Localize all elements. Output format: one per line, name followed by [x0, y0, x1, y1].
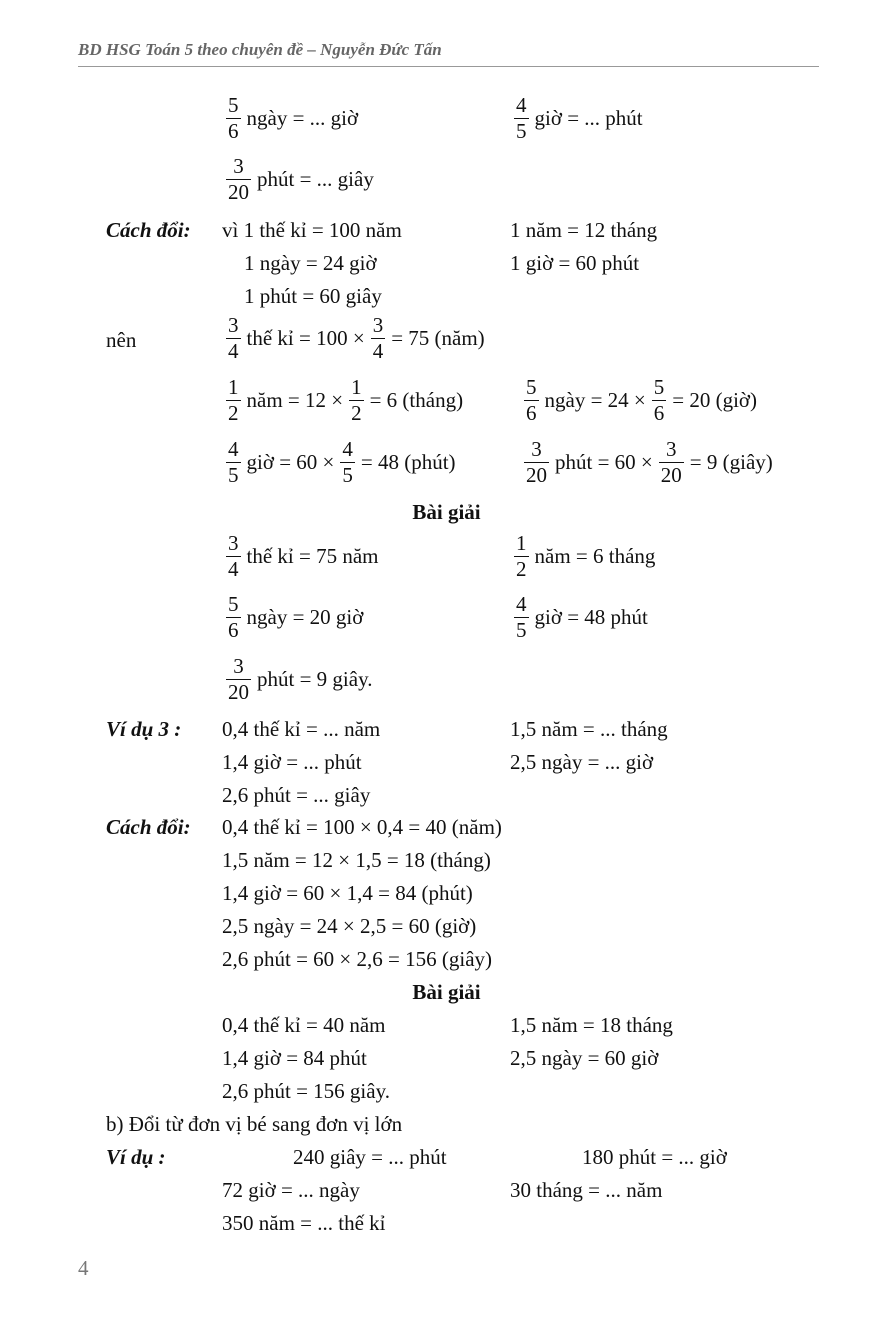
fraction: $\frac{1}{2}$	[351, 375, 362, 425]
section-label: nên	[106, 328, 137, 352]
fraction: 4 5	[516, 93, 527, 143]
text-line: 2,5 ngày = 60 giờ	[510, 1046, 659, 1070]
fraction: 3 20	[526, 437, 547, 487]
text-line: 1,4 giờ = 84 phút	[222, 1046, 367, 1070]
text-line: vì 1 thế kỉ = 100 năm	[222, 218, 402, 242]
text-line: 2,5 ngày = ... giờ	[510, 750, 654, 774]
fraction: $\frac{3}{4}$	[372, 313, 384, 363]
frac-line: 5 6 ngày = 20 giờ	[228, 592, 364, 642]
text-line: 240 giây = ... phút	[293, 1145, 447, 1169]
text-line: 30 tháng = ... năm	[510, 1178, 663, 1202]
subsection-heading: b) Đổi từ đơn vị bé sang đơn vị lớn	[106, 1112, 403, 1136]
frac-line: 1 2 năm = 6 tháng	[516, 531, 656, 581]
text-line: 1,5 năm = ... tháng	[510, 717, 668, 741]
text-line: 1,4 giờ = ... phút	[222, 750, 362, 774]
fraction: $\frac{4}{5}$	[342, 437, 353, 487]
solution-title: Bài giải	[412, 980, 481, 1004]
fraction: $\frac{5}{6}$	[653, 375, 665, 425]
text-line: 1 phút = 60 giây	[244, 284, 382, 308]
text-line: 1 ngày = 24 giờ	[244, 251, 377, 275]
frac-line: 3 4 thế kỉ = 75 năm	[228, 531, 379, 581]
section-label: Cách đổi:	[106, 815, 191, 839]
fraction: 3 20	[228, 654, 249, 704]
frac-line: 3 4 thế kỉ = 100 × $\frac{3}{4}$ = 75 (năm)	[228, 313, 485, 363]
text-line: 2,5 ngày = 24 × 2,5 = 60 (giờ)	[222, 914, 477, 938]
fraction: 1 2	[228, 375, 239, 425]
frac-line: 4 5 giờ = 60 × $\frac{4}{5}$ = 48 (phút)	[228, 437, 456, 487]
text-line: 2,6 phút = 60 × 2,6 = 156 (giây)	[222, 947, 493, 971]
text-line: 350 năm = ... thế kỉ	[222, 1211, 386, 1235]
text-line: 1,5 năm = 18 tháng	[510, 1013, 673, 1037]
frac-line: 1 2 năm = 12 × $\frac{1}{2}$ = 6 (tháng)	[228, 375, 464, 425]
fraction: 5 6	[228, 93, 239, 143]
frac-line: 3 20 phút = ... giây	[228, 154, 374, 204]
text-line: 1,5 năm = 12 × 1,5 = 18 (tháng)	[222, 848, 491, 872]
text-line: 0,4 thế kỉ = 100 × 0,4 = 40 (năm)	[222, 815, 502, 839]
fraction: 3 4	[228, 531, 239, 581]
section-label: Ví dụ :	[106, 1145, 166, 1169]
text-line: 2,6 phút = ... giây	[222, 783, 371, 807]
frac-line: 3 20 phút = 60 × $\frac{3}{20}$ = 9 (giây)	[526, 437, 773, 487]
page-header: BD HSG Toán 5 theo chuyên đề – Nguyễn Đức Tấn	[78, 40, 819, 67]
frac-line: 4 5 giờ = ... phút	[516, 93, 643, 143]
text-line: 0,4 thế kỉ = ... năm	[222, 717, 381, 741]
solution-title: Bài giải	[412, 500, 481, 524]
fraction: 1 2	[516, 531, 527, 581]
fraction: 4 5	[516, 592, 527, 642]
fraction: 5 6	[228, 592, 239, 642]
frac-line: 5 6 ngày = ... giờ	[228, 93, 359, 143]
frac-line: 4 5 giờ = 48 phút	[516, 592, 648, 642]
text-line: 0,4 thế kỉ = 40 năm	[222, 1013, 386, 1037]
text-line: 180 phút = ... giờ	[582, 1145, 727, 1169]
fraction: 4 5	[228, 437, 239, 487]
fraction: 3 4	[228, 313, 239, 363]
fraction: 5 6	[526, 375, 537, 425]
page-number: 4	[78, 1256, 89, 1280]
text-line: 72 giờ = ... ngày	[222, 1178, 360, 1202]
frac-line: 5 6 ngày = 24 × $\frac{5}{6}$ = 20 (giờ)	[526, 375, 758, 425]
text-line: 1,4 giờ = 60 × 1,4 = 84 (phút)	[222, 881, 473, 905]
text-line: 2,6 phút = 156 giây.	[222, 1079, 390, 1103]
fraction: $\frac{3}{20}$	[660, 437, 682, 487]
section-label: Ví dụ 3 :	[106, 717, 182, 741]
frac-line: 3 20 phút = 9 giây.	[228, 654, 373, 704]
text-line: 1 năm = 12 tháng	[510, 218, 658, 242]
section-label: Cách đổi:	[106, 218, 191, 242]
text-line: 1 giờ = 60 phút	[510, 251, 640, 275]
fraction: 3 20	[228, 154, 249, 204]
